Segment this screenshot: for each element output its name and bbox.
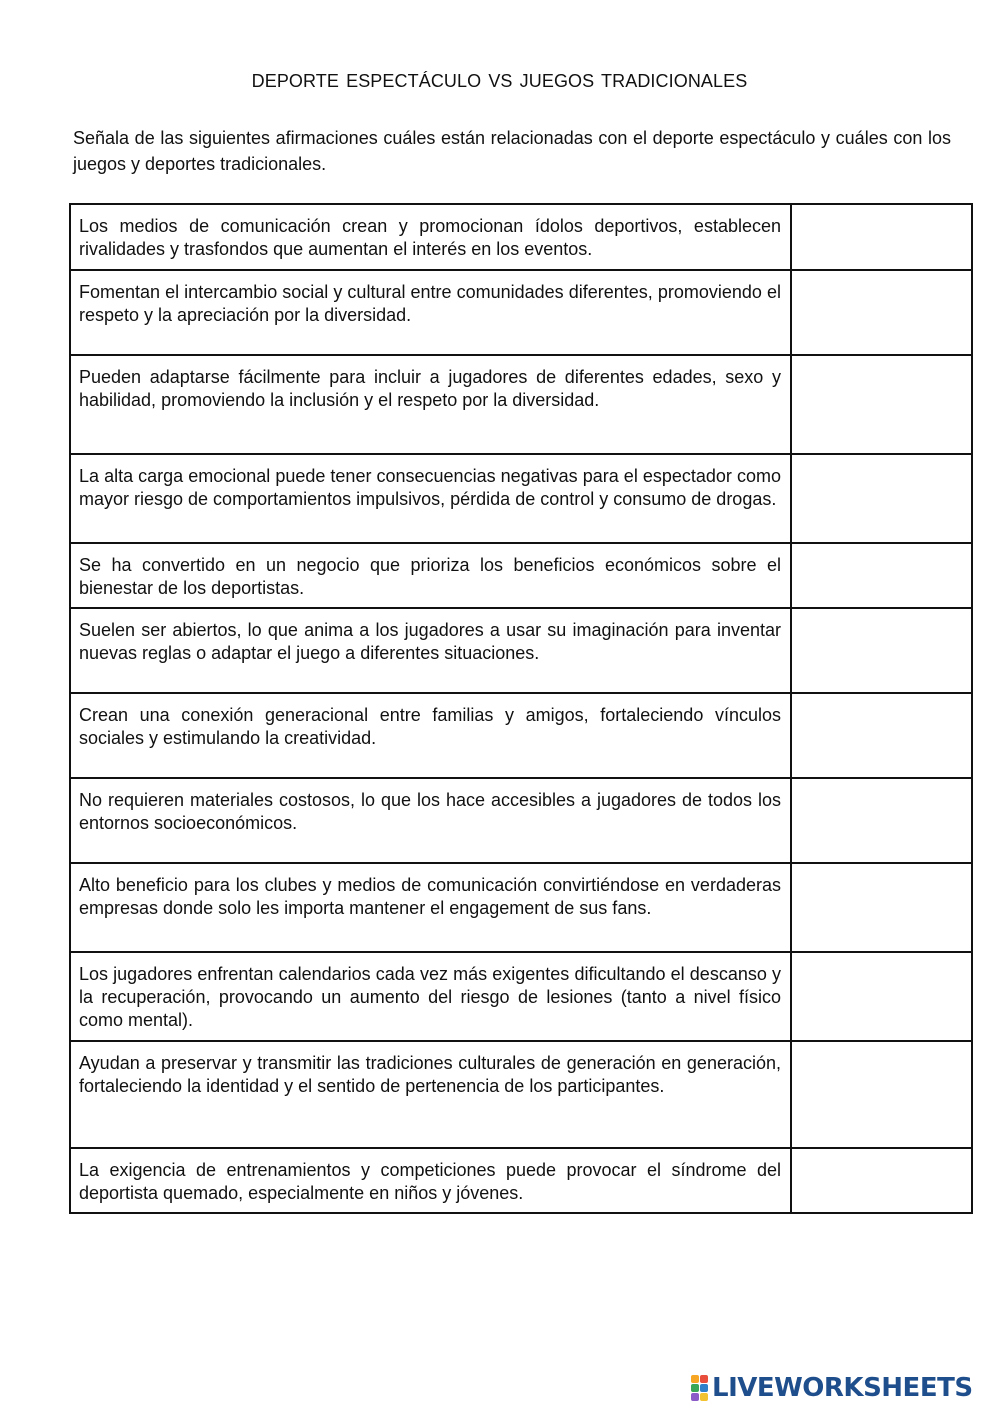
statement-text: Los jugadores enfrentan calendarios cada vez más exigentes dificultando el descanso y la recuperación, provocando un aumento del riesgo de lesiones (tanto a nivel físico como mental). — [70, 952, 791, 1041]
statement-text: Suelen ser abiertos, lo que anima a los jugadores a usar su imaginación para inventar nuevas reglas o adaptar el juego a diferentes situaciones. — [70, 608, 791, 693]
page-title: DEPORTE ESPECTÁCULO VS JUEGOS TRADICIONALES — [251, 71, 748, 91]
table-row — [70, 454, 972, 543]
instructions-text: Señala de las siguientes afirmaciones cuáles están relacionadas con el deporte espectáculo y cuáles con los juegos y deportes tradicionales. — [73, 128, 951, 174]
statement-text: Se ha convertido en un negocio que prioriza los beneficios económicos sobre el bienestar de los deportistas. — [70, 543, 791, 608]
answer-drop-zone[interactable] — [791, 778, 972, 863]
table-row — [70, 608, 972, 693]
statements-table — [69, 203, 973, 1214]
statement-text: La exigencia de entrenamientos y competiciones puede provocar el síndrome del deportista quemado, especialmente en niños y jóvenes. — [70, 1148, 791, 1213]
table-row — [70, 355, 972, 454]
statement-text: Crean una conexión generacional entre familias y amigos, fortaleciendo vínculos sociales y estimulando la creatividad. — [70, 693, 791, 778]
answer-drop-zone[interactable] — [791, 355, 972, 454]
logo-tile — [700, 1393, 708, 1401]
liveworksheets-logo[interactable] — [691, 1371, 973, 1405]
answer-drop-zone[interactable] — [791, 863, 972, 952]
logo-tile — [691, 1375, 699, 1383]
answer-drop-zone[interactable] — [791, 1041, 972, 1148]
statement-text: No requieren materiales costosos, lo que los hace accesibles a jugadores de todos los entornos socioeconómicos. — [70, 778, 791, 863]
logo-tile — [691, 1393, 699, 1401]
answer-drop-zone[interactable] — [791, 693, 972, 778]
statement-text: Alto beneficio para los clubes y medios de comunicación convirtiéndose en verdaderas empresas donde solo les importa mantener el engagement de sus fans. — [70, 863, 791, 952]
liveworksheets-logo-icon — [691, 1375, 708, 1401]
table-row — [70, 952, 972, 1041]
statement-text: Fomentan el intercambio social y cultural entre comunidades diferentes, promoviendo el respeto y la apreciación por la diversidad. — [70, 270, 791, 355]
answer-drop-zone[interactable] — [791, 952, 972, 1041]
answer-drop-zone[interactable] — [791, 454, 972, 543]
logo-tile — [700, 1375, 708, 1383]
answer-drop-zone[interactable] — [791, 608, 972, 693]
statement-text: Pueden adaptarse fácilmente para incluir a jugadores de diferentes edades, sexo y habilidad, promoviendo la inclusión y el respeto por la diversidad. — [70, 355, 791, 454]
logo-tile — [700, 1384, 708, 1392]
answer-drop-zone[interactable] — [791, 270, 972, 355]
table-row — [70, 270, 972, 355]
statement-text: La alta carga emocional puede tener consecuencias negativas para el espectador como mayor riesgo de comportamientos impulsivos, pérdida de control y consumo de drogas. — [70, 454, 791, 543]
statement-text: Ayudan a preservar y transmitir las tradiciones culturales de generación en generación, fortaleciendo la identidad y el sentido de pertenencia de los participantes. — [70, 1041, 791, 1148]
table-row — [70, 863, 972, 952]
answer-drop-zone[interactable] — [791, 204, 972, 270]
answer-drop-zone[interactable] — [791, 1148, 972, 1213]
table-row — [70, 543, 972, 608]
logo-tile — [691, 1384, 699, 1392]
answer-drop-zone[interactable] — [791, 543, 972, 608]
statement-text: Los medios de comunicación crean y promocionan ídolos deportivos, establecen rivalidades y trasfondos que aumentan el interés en los eventos. — [70, 204, 791, 270]
table-row — [70, 778, 972, 863]
table-row — [70, 1148, 972, 1213]
logo-text: LIVEWORKSHEETS — [712, 1373, 973, 1403]
table-row — [70, 204, 972, 270]
table-row — [70, 1041, 972, 1148]
table-row — [70, 693, 972, 778]
